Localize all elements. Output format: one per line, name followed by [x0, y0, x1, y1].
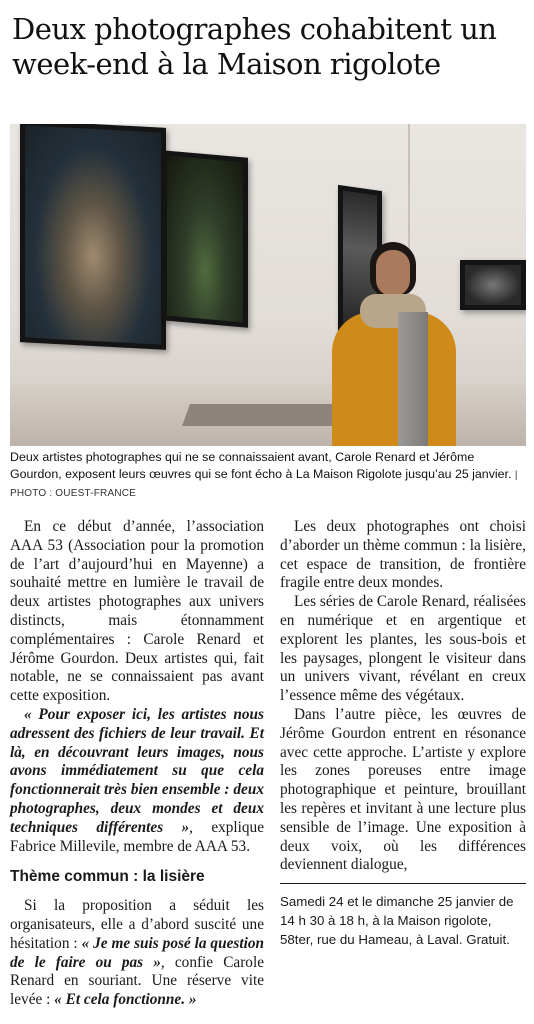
hesitation-text-cont: , confie Carole Renard en souriant. Une réserve vite levée :	[10, 953, 265, 1009]
framed-photo-tree	[20, 124, 166, 350]
bench	[182, 404, 340, 426]
quote-millevile: « Pour exposer ici, les artistes nous adressent des fichiers de leur travail. Et là, en découvrant leurs images, nous avons immédiatement su que cela fonctionnerait très bien ensemble : deux photographes, deux mondes et deux techniques différentes »	[10, 705, 264, 836]
photo-caption	[10, 449, 524, 502]
artist-portrait	[320, 242, 470, 446]
quote-renard: « Je me suis posé la question de le faire ou pas »	[10, 934, 264, 971]
paragraph-hesitation	[10, 897, 264, 1010]
headline: Deux photographes cohabitent un week-end à la Maison rigolote	[12, 12, 497, 81]
paragraph-intro: En ce début d’année, l’association AAA 53 (Association pour la promotion de l’art d’aujourd’hui en Mayenne) a souhaité mettre en lumière le travail de deux artistes photographes aux univers distincts, mais étonnamment complémentaires : Carole Renard et Jérôme Gourdon. Deux artistes qui, fait notable, ne se connaissaient pas avant cette exposition.	[10, 518, 264, 705]
paragraph-gourdon: Dans l’autre pièce, les œuvres de Jérôme Gourdon entrent en résonance avec cette approche. L’artiste y explore les zones poreuses entre image photographique et peinture, brouillant les repères et invitant à une lecture plus sensible de l’image. Une exposition à deux voix, où les différences deviennent dialogue,	[280, 705, 526, 874]
paragraph-theme: Les deux photographes ont choisi d’aborder un thème commun : la lisière, cet espace de transition, de frontière fragile entre deux mondes.	[280, 518, 526, 592]
hesitation-text: Si la proposition a séduit les organisateurs, elle a d’abord suscité une hésitation :	[10, 897, 264, 952]
article-photo	[10, 124, 526, 446]
event-info-box	[280, 883, 526, 949]
quote-attribution: , explique Fabrice Millevile, membre de AAA 53.	[10, 818, 264, 855]
paragraph-renard: Les séries de Carole Renard, réalisées en numérique et en argentique et explorent les plantes, les sous-bois et les paysages, plongent le visiteur dans un univers vivant, révélant en creux l’essence même des végétaux.	[280, 593, 526, 705]
framed-photo-plants	[162, 150, 248, 328]
quote-fonctionne: « Et cela fonctionne. »	[54, 991, 197, 1009]
subheading: Thème commun : la lisière	[10, 868, 205, 886]
column-left	[10, 518, 264, 1010]
caption-text: Deux artistes photographes qui ne se connaissaient avant, Carole Renard et Jérôme Gourdon, exposent leurs œuvres qui se font écho à La Maison Rigolote jusqu’au 25 janvier.	[10, 450, 512, 481]
event-info-text: Samedi 24 et le dimanche 25 janvier de 14 h 30 à 18 h, à la Maison rigolote, 58ter, rue du Hameau, à Laval. Gratuit.	[280, 894, 514, 948]
photo-credit: | PHOTO : OUEST-FRANCE	[10, 470, 518, 499]
column-right	[280, 518, 526, 949]
paragraph-quote	[10, 706, 264, 856]
